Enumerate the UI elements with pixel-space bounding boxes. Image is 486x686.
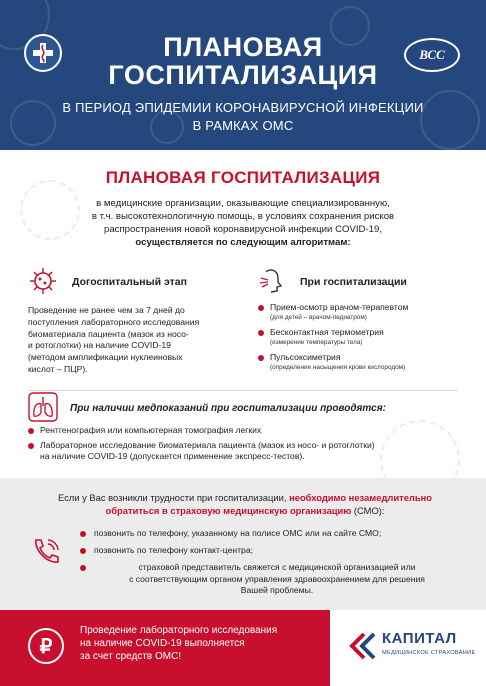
lead-highlight: необходимо незамедлительно <box>289 492 433 503</box>
vss-logo: ВСС <box>404 38 460 72</box>
footer-text <box>80 624 324 663</box>
bullet-icon <box>80 565 86 571</box>
item-text: Пульсоксиметрия <box>270 352 341 362</box>
item-text: позвонить по телефону контакт-центра; <box>94 545 253 556</box>
item-text: Рентгенография или компьютерная томография легких <box>40 425 262 435</box>
contact-lead <box>30 492 460 517</box>
list-item <box>80 545 460 556</box>
phone-icon <box>28 534 64 570</box>
footer-line: за счет средств ОМС! <box>80 651 182 662</box>
bullet-icon <box>258 355 264 361</box>
section-title: ПЛАНОВАЯ ГОСПИТАЛИЗАЦИЯ <box>105 168 381 187</box>
item-text: Вашей проблемы. <box>240 584 314 595</box>
text-line: кислот – ПЦР). <box>28 363 88 374</box>
text-line: биоматериала пациента (мазок из носо- <box>28 328 189 339</box>
medical-indications-title: При наличии медпоказаний при госпитализации проводятся: <box>70 403 386 414</box>
pre-hospital-text <box>28 305 228 376</box>
intro-line: распространения новой коронавирусной инфекции COVID-19, <box>104 224 382 235</box>
text-line: поступления лабораторного исследования <box>28 316 200 327</box>
text-line: и ротоглотки) на наличие COVID-19 <box>28 340 171 351</box>
list-item <box>80 528 460 539</box>
page-title-line1: ПЛАНОВАЯ <box>163 32 323 62</box>
page-title-line2: ГОСПИТАЛИЗАЦИЯ <box>108 60 378 90</box>
brand-subtitle: МЕДИЦИНСКОЕ СТРАХОВАНИЕ <box>382 650 476 656</box>
list-item <box>258 302 468 322</box>
lead-highlight: обратиться в страховую медицинскую организацию <box>105 504 352 516</box>
at-hospital-title: При госпитализации <box>300 276 407 288</box>
footer-line: на наличие COVID-19 выполняется <box>80 638 245 649</box>
item-text: Лабораторное исследование биоматериала пациента (мазок из носо- и ротоглотки) <box>40 440 375 451</box>
bullet-icon <box>258 305 264 311</box>
item-text: страховой представитель свяжется с медицинской организацией или <box>138 562 416 573</box>
lead-text: Если у Вас возникли трудности при госпитализации, <box>57 492 287 503</box>
brand-name: КАПИТАЛ <box>382 630 457 647</box>
list-item <box>80 562 460 596</box>
virus-icon <box>28 266 58 296</box>
bullet-icon <box>28 428 34 434</box>
subtitle-line2: В РАМКАХ ОМС <box>192 118 294 133</box>
lungs-icon <box>28 392 58 422</box>
ruble-icon: ₽ <box>28 628 64 664</box>
bullet-icon <box>80 531 86 537</box>
subtitle-line1: В ПЕРИОД ЭПИДЕМИИ КОРОНАВИРУСНОЙ ИНФЕКЦИИ <box>62 100 424 115</box>
contact-list <box>80 528 460 602</box>
intro-line: в медицинские организации, оказывающие специализированную, <box>96 198 390 209</box>
item-text: на наличие COVID-19 (допускается применение экспресс-тестов). <box>40 451 305 462</box>
item-note: (для детей – врачом-педиатром) <box>270 314 367 321</box>
item-text: Бесконтактная термометрия <box>270 327 384 337</box>
intro-line: осуществляется по следующим алгоритмам: <box>135 237 351 248</box>
medical-list <box>28 425 448 467</box>
text-line: Проведение не ранее чем за 7 дней до <box>28 305 185 315</box>
pre-hospital-title: Догоспитальный этап <box>72 276 187 288</box>
intro-text <box>50 197 436 249</box>
at-hospital-list <box>258 302 468 377</box>
divider <box>28 390 458 391</box>
item-text: с соответствующим органом управления здравоохранением для решения <box>129 573 425 584</box>
bullet-icon <box>258 330 264 336</box>
list-item <box>258 352 468 372</box>
bullet-icon <box>80 548 86 554</box>
lead-text: (СМО): <box>353 504 385 516</box>
header-banner <box>0 0 486 150</box>
item-note: (определение насыщения крови кислородом) <box>270 364 406 371</box>
bullet-icon <box>28 443 34 449</box>
medical-cross-icon <box>24 34 62 72</box>
intro-line: в т.ч. высокотехнологичную помощь, в условиях сохранения рисков <box>91 211 395 222</box>
item-text: позвонить по телефону, указанному на полисе ОМС или на сайте СМО; <box>94 528 382 538</box>
list-item <box>258 327 468 347</box>
kapital-logo-icon <box>348 632 378 660</box>
doctor-icon <box>256 266 286 296</box>
footer-line: Проведение лабораторного исследования <box>80 625 278 636</box>
item-note: (измерение температуры тела) <box>270 339 363 346</box>
list-item <box>28 440 448 462</box>
kapital-logo <box>348 628 478 668</box>
text-line: (методом амплификации нуклеиновых <box>28 352 183 363</box>
list-item <box>28 425 448 436</box>
item-text: Прием-осмотр врачом-терапевтом <box>270 302 409 312</box>
